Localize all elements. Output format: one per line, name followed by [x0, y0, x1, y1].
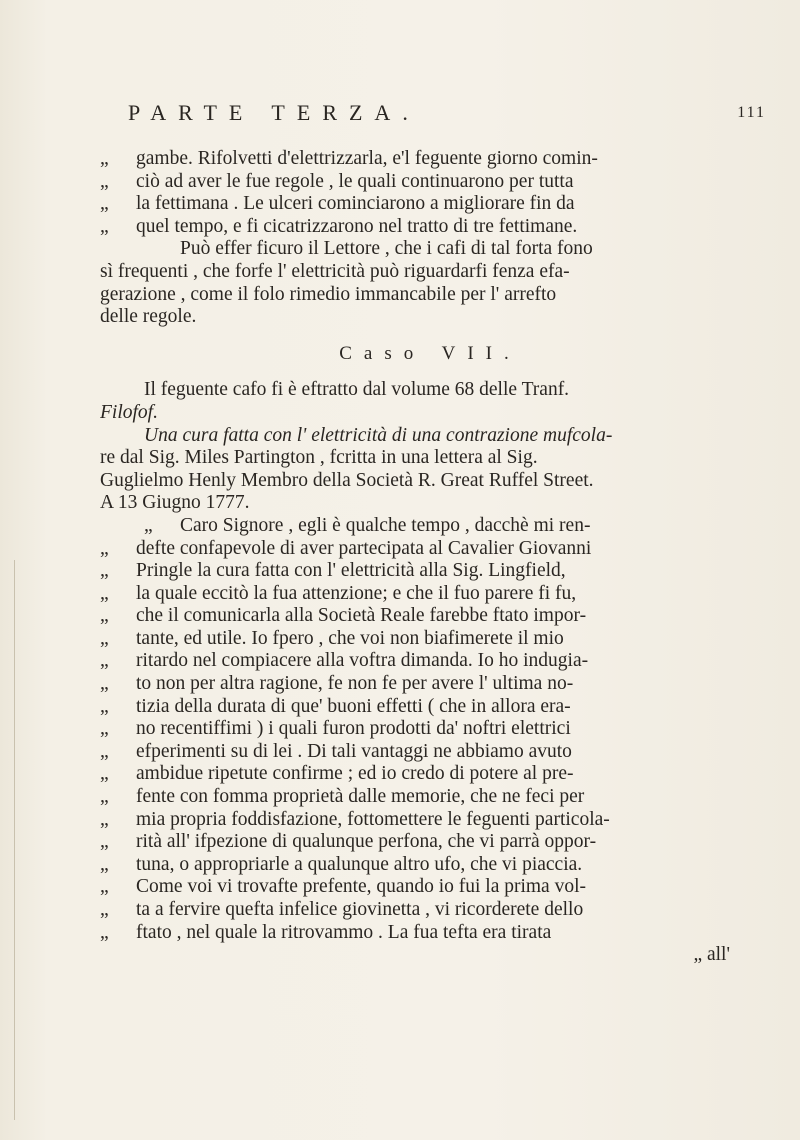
text-line: A 13 Giugno 1777. — [100, 492, 250, 514]
quote-mark: „ — [100, 740, 109, 762]
text-line: gerazione , come il folo rimedio immancabile per l' arrefto — [100, 283, 557, 305]
text-line: „ la quale eccitò la fua attenzione; e che il fuo parere fi fu, — [100, 582, 577, 604]
quote-mark: „ — [100, 537, 109, 559]
body-text — [100, 148, 760, 967]
text-line: „ mia propria foddisfazione, fottomettere le feguenti particola- — [100, 808, 610, 830]
quote-mark: „ — [100, 899, 109, 920]
text-line: „ gambe. Rifolvetti d'elettrizzarla, e'l feguente giorno comin- — [100, 148, 598, 169]
text-line: „ ciò ad aver le fue regole , le quali continuarono per tutta — [100, 170, 574, 192]
text-line: „ la fettimana . Le ulceri cominciarono a migliorare fin da — [100, 193, 575, 215]
text-line: „ che il comunicarla alla Società Reale farebbe ftato impor- — [100, 605, 587, 627]
quote-mark: „ — [100, 627, 109, 649]
quote-mark: „ — [100, 718, 109, 740]
text-line: „ rità all' ifpezione di qualunque perfona, che vi parrà oppor- — [100, 831, 597, 853]
text-line: delle regole. — [100, 306, 197, 328]
text-line: „ Come voi vi trovafte prefente, quando io fui la prima vol- — [100, 876, 586, 898]
quote-mark: „ — [100, 808, 109, 830]
text-line: Filofof. — [100, 401, 158, 423]
text-line: Una cura fatta con l' elettricità di una contrazione mufcola- — [144, 424, 613, 446]
quote-mark: „ — [100, 170, 109, 192]
text-line: „ ftato , nel quale la ritrovammo . La fua tefta era tirata — [100, 921, 552, 943]
quote-mark: „ — [144, 514, 153, 536]
quote-mark: „ — [100, 763, 109, 785]
quote-mark: „ — [100, 831, 109, 853]
section-heading: Caso VII. — [339, 342, 521, 364]
quote-mark: „ — [100, 695, 109, 717]
text-line: „ no recentiffimi ) i quali furon prodotti da' noftri elettrici — [100, 718, 571, 740]
text-line: Il feguente cafo fi è eftratto dal volume 68 delle Tranf. — [144, 379, 570, 401]
quote-mark: „ — [100, 786, 109, 808]
page-number: 111 — [737, 104, 766, 121]
text-line: „ ambidue ripetute confirme ; ed io credo di potere al pre- — [100, 763, 574, 785]
text-line: „ to non per altra ragione, fe non fe per avere l' ultima no- — [100, 673, 574, 695]
page-gutter-edge — [14, 560, 15, 1120]
quote-mark: „ — [100, 148, 109, 169]
text-line: „ efperimenti su di lei . Di tali vantaggi ne abbiamo avuto — [100, 740, 572, 762]
quote-mark: „ — [100, 650, 109, 672]
quote-mark: „ — [100, 853, 109, 875]
quote-mark: „ — [100, 582, 109, 604]
text-line: „ ta a fervire quefta infelice giovinetta , vi ricorderete dello — [100, 899, 584, 920]
text-line: „ Caro Signore , egli è qualche tempo , dacchè mi ren- — [144, 514, 591, 536]
text-line: sì frequenti , che forfe l' elettricità può riguardarfi fenza efa- — [100, 260, 570, 282]
quote-mark: „ — [100, 673, 109, 695]
running-header — [128, 100, 778, 130]
running-title: PARTE TERZA. — [128, 100, 420, 125]
quote-mark: „ — [100, 215, 109, 237]
quote-mark: „ — [100, 193, 109, 215]
text-line: „ ritardo nel compiacere alla voftra dimanda. Io ho indugia- — [100, 650, 589, 672]
text-line: „ tizia della durata di que' buoni effetti ( che in allora era- — [100, 695, 571, 717]
text-line: „ quel tempo, e fi cicatrizzarono nel tratto di tre fettimane. — [100, 215, 578, 237]
catchword: „ all' — [693, 944, 730, 966]
quote-mark: „ — [100, 560, 109, 582]
text-line: „ defte confapevole di aver partecipata al Cavalier Giovanni — [100, 537, 592, 559]
quote-mark: „ — [100, 876, 109, 898]
text-line: Guglielmo Henly Membro della Società R. Great Ruffel Street. — [100, 469, 594, 491]
text-line: Può effer ficuro il Lettore , che i cafi di tal forta fono — [180, 238, 593, 260]
text-line: „ Pringle la cura fatta con l' elettricità alla Sig. Lingfield, — [100, 560, 566, 582]
quote-mark: „ — [100, 605, 109, 627]
text-line: „ fente con fomma proprietà dalle memorie, che ne feci per — [100, 786, 585, 808]
text-line: „ tante, ed utile. Io fpero , che voi non biafimerete il mio — [100, 627, 564, 649]
text-line: re dal Sig. Miles Partington , fcritta in una lettera al Sig. — [100, 447, 538, 469]
text-line: „ tuna, o appropriarle a qualunque altro ufo, che vi piaccia. — [100, 853, 583, 875]
quote-mark: „ — [100, 921, 109, 943]
